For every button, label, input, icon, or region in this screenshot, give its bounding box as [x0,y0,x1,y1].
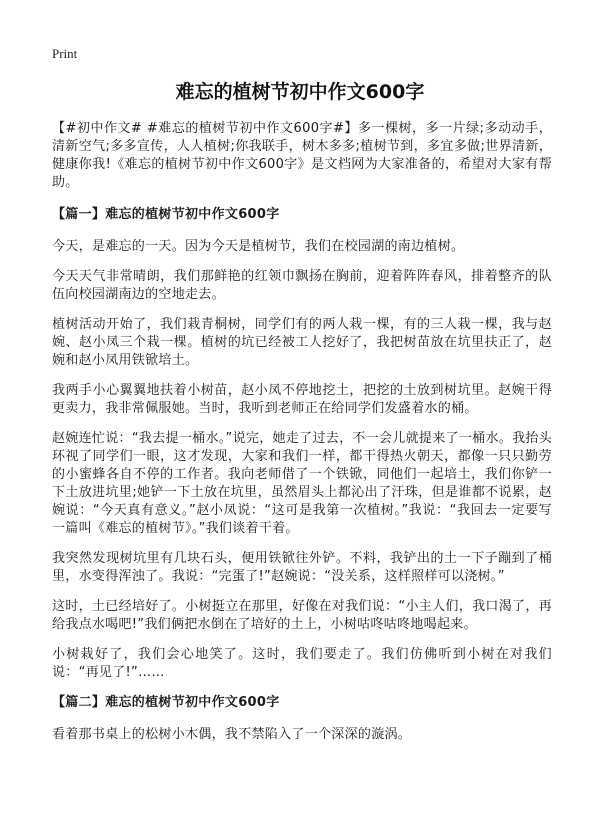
paragraph: 看着那书桌上的松树小木偶，我不禁陷入了一个深深的漩涡。 [52,727,412,742]
section-heading-2 [52,694,552,712]
article-body [52,120,552,756]
paragraph: 今天天气非常晴朗，我们那鲜艳的红领巾飘扬在胸前，迎着阵阵春风，排着整齐的队伍向校园湖南边的空地走去。 [52,269,552,302]
section-label: 【篇二】 [52,695,106,710]
paragraph: 我突然发现树坑里有几块石头，便用铁锨往外铲。不料，我铲出的土一下子蹦到了桶里，水变得浑浊了。我说：“完蛋了!”赵婉说：“没关系，这样照样可以浇树。” [52,551,552,584]
page-title: 难忘的植树节初中作文600字 [175,81,425,103]
paragraph: 赵婉连忙说：“我去提一桶水。”说完，她走了过去，不一会儿就提来了一桶水。我抬头环视了同学们一眼，这才发现，大家和我们一样，都干得热火朝天，都像一只只勤劳的小蜜蜂各自不停的工作者。我向老师借了一个铁锨，同他们一起培土，我们你铲一下土放进坑里;她铲一下土放在坑里，虽然眉头上都沁出了汗珠，但是谁都不说累，赵婉说：“今天真有意义。”赵小凤说：“这可是我第一次植树。”我说：“我回去一定要写一篇叫《难忘的植树节》。”我们谈着干着。 [52,431,552,536]
paragraph: 我两手小心翼翼地扶着小树苗，赵小凤不停地挖土，把挖的土放到树坑里。赵婉干得更卖力，我非常佩服她。当时，我听到老师正在给同学们发盛着水的桶。 [52,383,552,416]
paragraph: 小树栽好了，我们会心地笑了。这时，我们要走了。我们仿佛听到小树在对我们说：“再见了!”…… [52,647,552,680]
paragraph: 这时，土已经培好了。小树挺立在那里，好像在对我们说：“小主人们，我口渴了，再给我点水喝吧!”我们俩把水倒在了培好的土上，小树咕咚咕咚地喝起来。 [52,599,552,632]
paragraph: 植树活动开始了，我们栽青桐树，同学们有的两人栽一棵，有的三人栽一棵，我与赵婉、赵小凤三个栽一棵。植树的坑已经被工人挖好了，我把树苗放在坑里扶正了，赵婉和赵小凤用铁锨培土。 [52,317,552,368]
section-heading-1 [52,206,552,224]
section-label: 【篇一】 [52,207,106,222]
section-heading-text: 难忘的植树节初中作文600字 [105,695,280,710]
paragraph: 今天，是难忘的一天。因为今天是植树节，我们在校园湖的南边植树。 [52,239,465,254]
section-heading-text: 难忘的植树节初中作文600字 [105,207,280,222]
intro-paragraph: 【#初中作文# #难忘的植树节初中作文600字#】多一棵树，多一片绿;多动动手，清新空气;多多宣传，人人植树;你我联手，树木多多;植树节到，多宜多做;世界清新，健康你我!《难忘的植树节初中作文600字》是文档网为大家准备的，希望对大家有帮助。 [52,121,552,190]
print-link[interactable]: Print [52,46,78,61]
